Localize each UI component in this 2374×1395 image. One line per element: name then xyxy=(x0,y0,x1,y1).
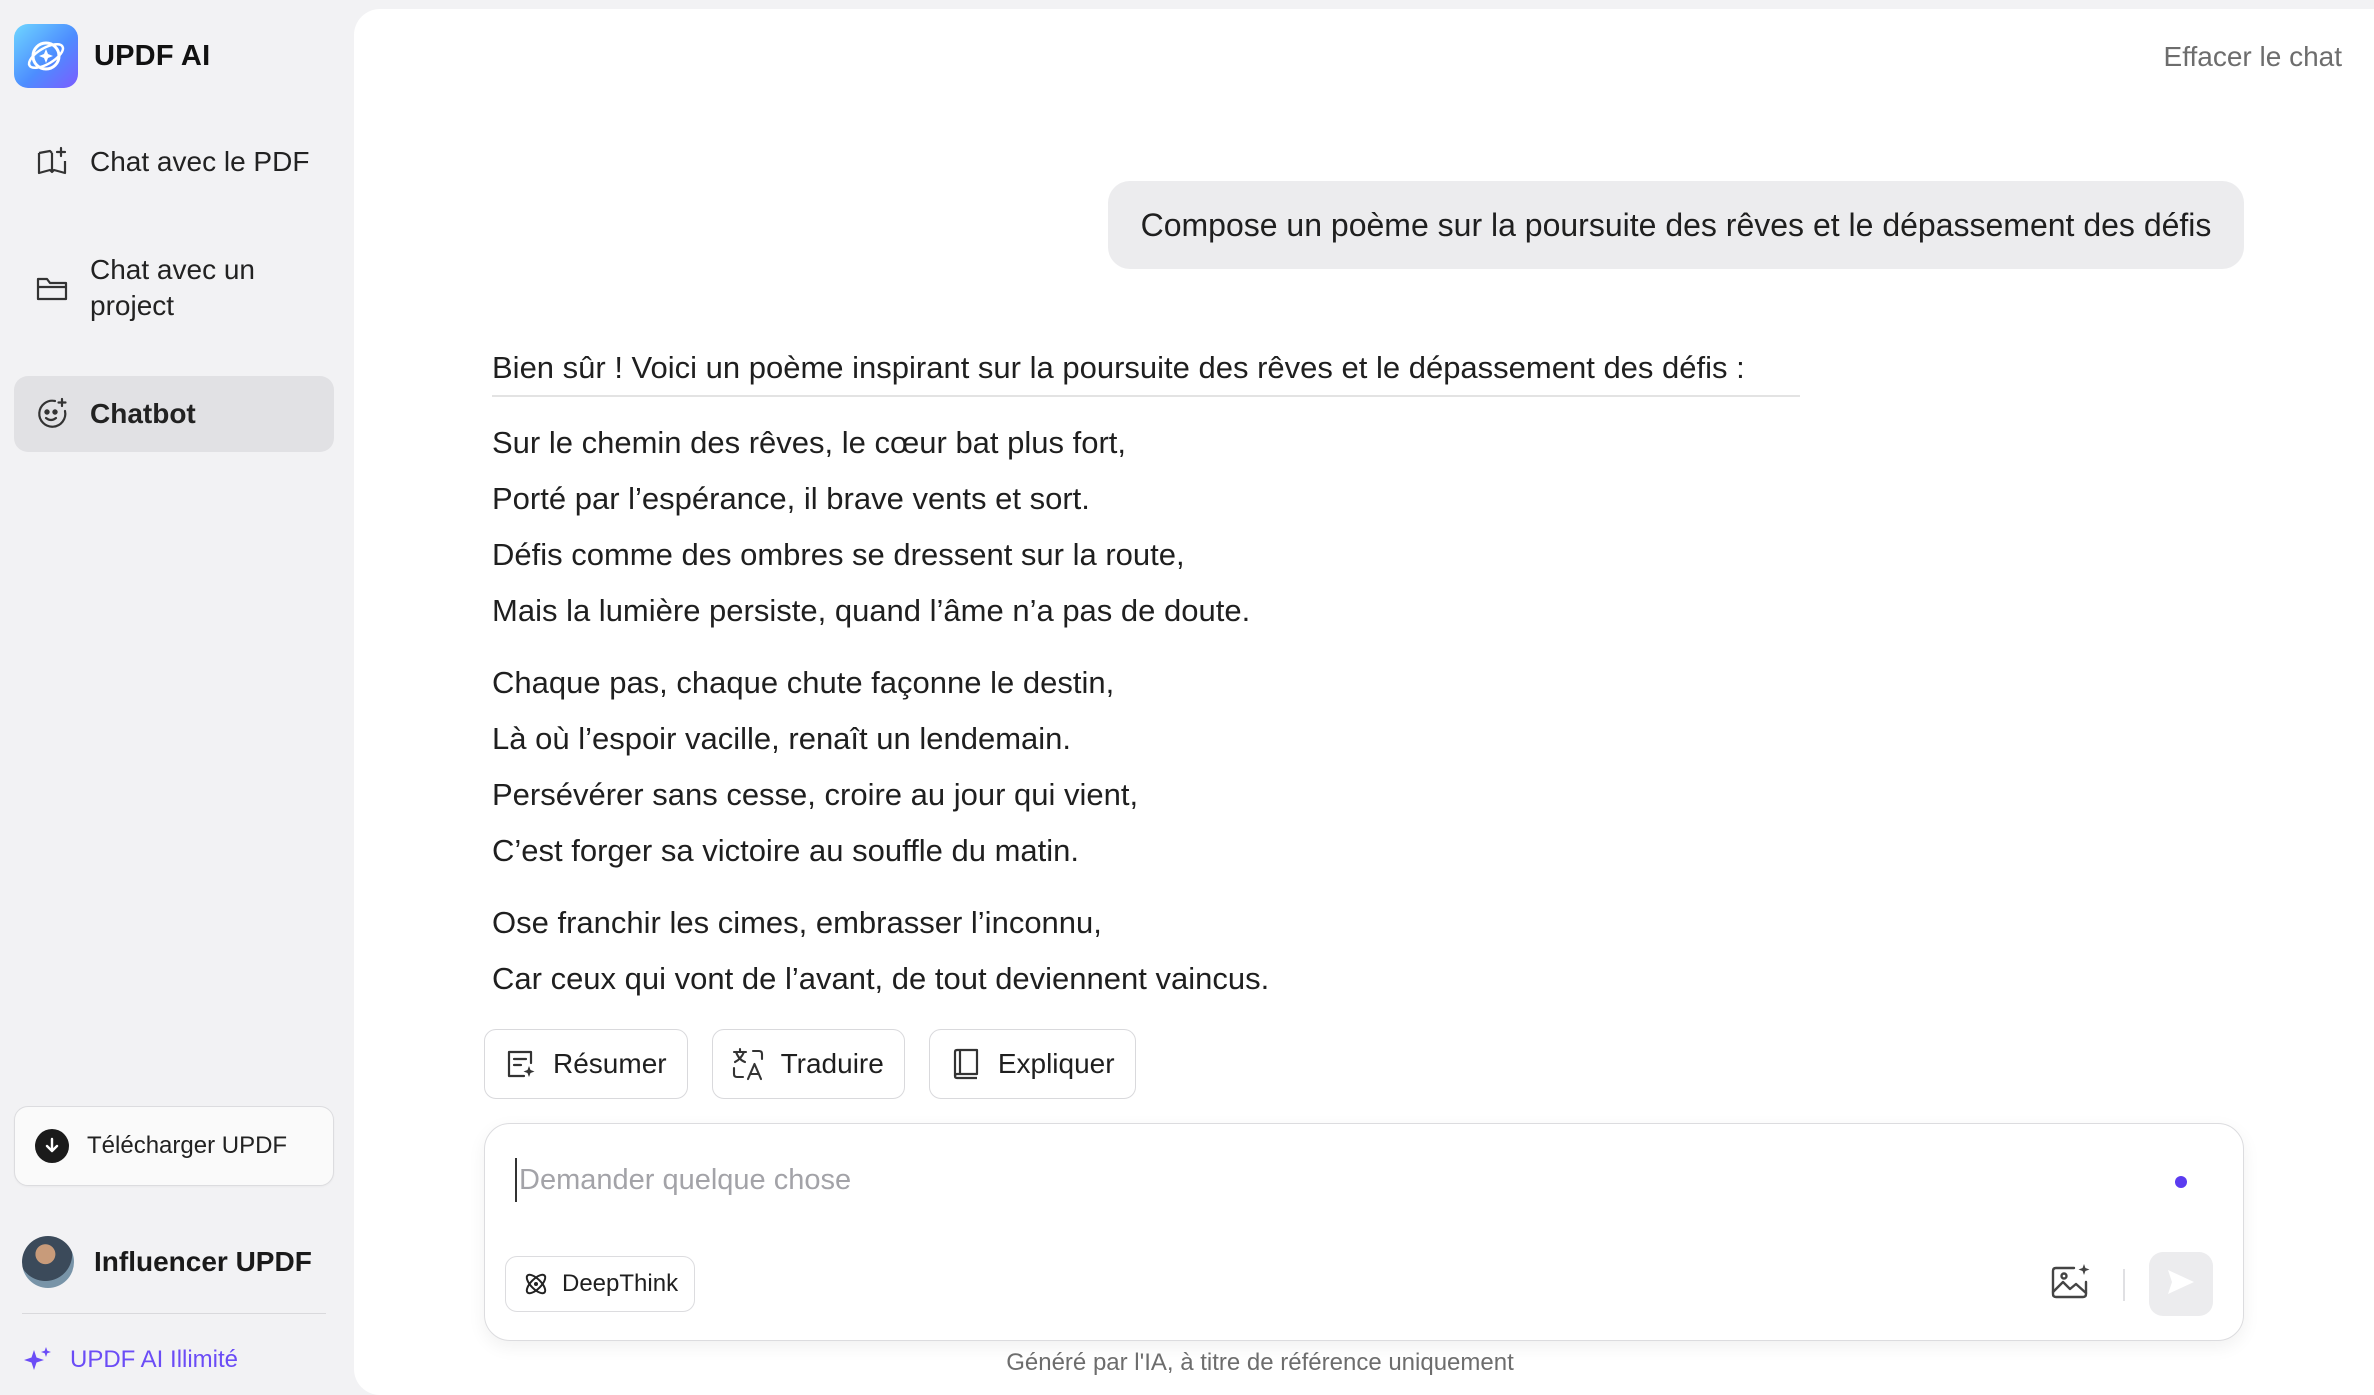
composer-divider xyxy=(2123,1269,2125,1301)
atom-icon xyxy=(522,1270,550,1298)
image-upload-button[interactable] xyxy=(2047,1260,2095,1308)
folder-icon xyxy=(34,270,70,306)
user-message-bubble: Compose un poème sur la poursuite des rêves et le dépassement des défis xyxy=(1108,181,2244,269)
prompt-input[interactable] xyxy=(515,1158,2135,1202)
chatbot-face-icon xyxy=(34,396,70,432)
download-icon xyxy=(35,1129,69,1163)
explain-label: Expliquer xyxy=(997,1048,1115,1079)
clear-chat-button[interactable]: Effacer le chat xyxy=(2163,41,2342,72)
brand[interactable] xyxy=(14,24,210,88)
user-name: Influencer UPDF xyxy=(94,1246,312,1277)
sidebar-item-label: Chatbot xyxy=(90,398,196,429)
brand-name: UPDF AI xyxy=(94,39,211,72)
sidebar-divider xyxy=(22,1313,326,1314)
send-button[interactable] xyxy=(2149,1252,2213,1316)
sidebar-item-label: Chat avec le PDF xyxy=(90,146,310,177)
poem-line: Sur le chemin des rêves, le cœur bat plus fort, xyxy=(492,425,1127,460)
poem-stanza xyxy=(492,415,1912,639)
upgrade-link[interactable] xyxy=(22,1344,238,1376)
download-label: Télécharger UPDF xyxy=(87,1132,288,1159)
poem-line: Mais la lumière persiste, quand l’âme n’a pas de doute. xyxy=(492,593,1251,628)
upgrade-label: UPDF AI Illimité xyxy=(70,1346,239,1373)
image-sparkle-icon xyxy=(2050,1262,2092,1307)
messages-scroll-area[interactable] xyxy=(354,9,1854,996)
translate-icon xyxy=(731,1046,767,1082)
book-open-plus-icon xyxy=(34,144,70,180)
quick-actions xyxy=(484,1029,1136,1099)
poem-line: C’est forger sa victoire au souffle du matin. xyxy=(492,833,1079,868)
summarize-icon xyxy=(503,1046,539,1082)
poem-line: Car ceux qui vont de l’avant, de tout deviennent vaincus. xyxy=(492,961,1270,996)
translate-button[interactable] xyxy=(712,1029,905,1099)
sparkles-icon xyxy=(22,1344,54,1376)
deepthink-toggle[interactable] xyxy=(505,1256,695,1312)
composer xyxy=(484,1123,2244,1341)
explain-button[interactable] xyxy=(929,1029,1136,1099)
disclaimer-text: Généré par l'IA, à titre de référence uniquement xyxy=(1006,1349,1514,1376)
book-icon xyxy=(948,1046,984,1082)
summarize-button[interactable] xyxy=(484,1029,688,1099)
user-profile[interactable] xyxy=(22,1236,312,1288)
poem-line: Chaque pas, chaque chute façonne le destin, xyxy=(492,665,1115,700)
status-dot xyxy=(2175,1176,2187,1188)
assistant-message xyxy=(492,327,1912,1007)
translate-label: Traduire xyxy=(780,1048,884,1079)
sidebar-item-label: Chat avec un project xyxy=(90,254,255,321)
sidebar-item-chat-project[interactable] xyxy=(14,244,334,332)
send-icon xyxy=(2166,1268,2196,1301)
poem-line: Là où l’espoir vacille, renaît un lendemain. xyxy=(492,721,1072,756)
chat-panel xyxy=(354,9,2374,1395)
poem-line: Défis comme des ombres se dressent sur la route, xyxy=(492,537,1185,572)
assistant-intro: Bien sûr ! Voici un poème inspirant sur la poursuite des rêves et le dépassement des défis : xyxy=(492,327,1800,397)
poem-stanza xyxy=(492,655,1912,879)
download-updf-button[interactable] xyxy=(14,1106,334,1186)
sidebar-item-chat-pdf[interactable] xyxy=(14,130,334,194)
sidebar-item-chatbot[interactable] xyxy=(14,376,334,452)
updf-ai-logo-icon xyxy=(14,24,78,88)
poem-line: Porté par l’espérance, il brave vents et sort. xyxy=(492,481,1090,516)
summarize-label: Résumer xyxy=(553,1048,667,1079)
avatar xyxy=(22,1236,74,1288)
poem-stanza xyxy=(492,895,1912,1007)
ai-disclaimer xyxy=(354,1349,2374,1377)
sidebar xyxy=(0,0,348,1395)
deepthink-label: DeepThink xyxy=(562,1270,679,1297)
poem-line: Persévérer sans cesse, croire au jour qui vient, xyxy=(492,777,1139,812)
poem-line: Ose franchir les cimes, embrasser l’inconnu, xyxy=(492,905,1102,940)
